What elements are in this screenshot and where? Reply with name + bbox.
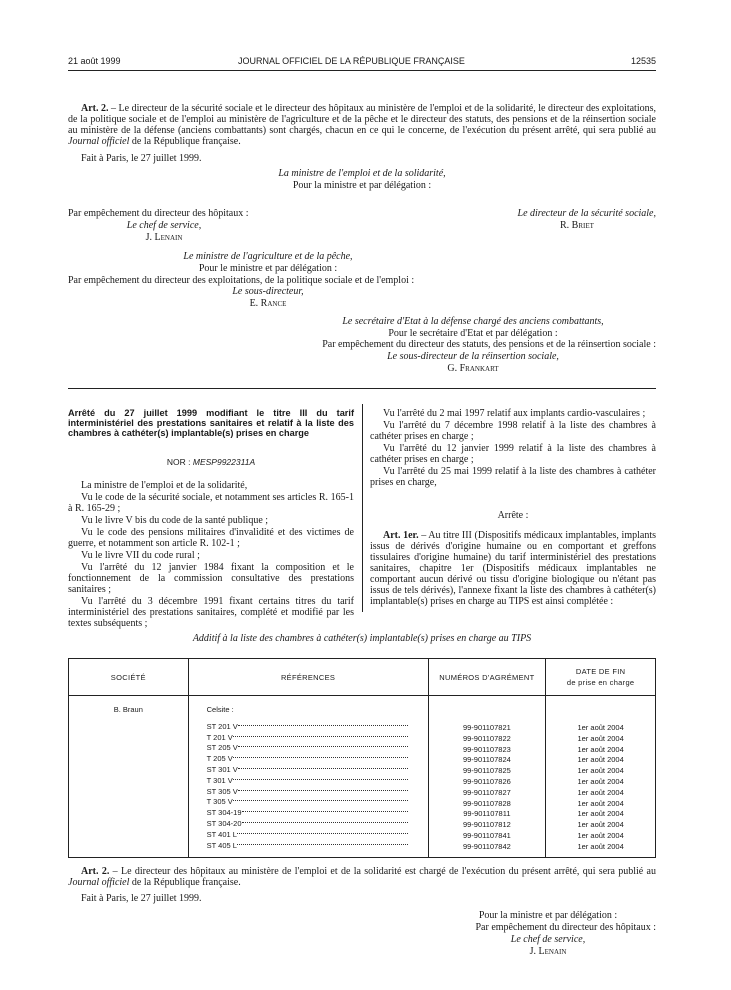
end-date: 1er août 2004: [577, 787, 624, 797]
top-signature-lenain: J. Lenain: [145, 232, 183, 243]
top-pour-le-ministre: Pour le ministre et par délégation :: [198, 263, 338, 274]
arrete-left-visas: [68, 480, 354, 630]
section-rule: [68, 388, 656, 389]
top-fait-a-paris: Fait à Paris, le 27 juillet 1999.: [81, 153, 202, 164]
chambres-table: [68, 658, 656, 858]
top-minister-title: La ministre de l'emploi et de la solidarité,: [278, 168, 446, 179]
top-signature-frankart: G. Frankart: [447, 363, 499, 374]
visa-paragraph: Vu l'arrêté du 2 mai 1997 relatif aux implants cardio-vasculaires ;: [383, 408, 646, 419]
top-sous-directeur-reinsertion: Le sous-directeur de la réinsertion sociale,: [387, 351, 559, 362]
top-sous-directeur: Le sous-directeur,: [232, 286, 304, 297]
visa-paragraph: Vu l'arrêté du 12 janvier 1984 fixant la composition et le fonctionnement de la commission consultative des prestations sanitaires ;: [68, 562, 354, 595]
numbers-cell: [428, 696, 546, 853]
arrete-word: Arrête :: [497, 510, 529, 521]
reference-item: ST 401 L: [207, 830, 428, 841]
article-1: Art. 1er. – Au titre III (Dispositifs médicaux implantables, implants issus de dérivés d'origine humaine ou en comportant et greffons tissulaires d'origine humaine) du tarif interministériel des prestations sanitaires, chapitre 1er (Dispositifs médicaux implantables ne comportant aucun dérivé ou tissu d'origine biologique ou n'étant pas issus de tels dérivés), l'annexe fixant la liste des chambres à cathéter(s) implantable(s) prises en charge au TIPS est ainsi complétée :: [370, 530, 656, 607]
visa-paragraph: Vu l'arrêté du 12 janvier 1999 relatif à la liste des chambres à cathéter prises en charge ;: [370, 443, 656, 465]
end-date: 1er août 2004: [577, 744, 624, 754]
top-empechement-statuts: Par empêchement du directeur des statuts, des pensions et de la réinsertion sociale :: [322, 339, 656, 350]
agreement-number: 99-901107823: [462, 744, 511, 754]
bottom-empechement-hopitaux: Par empêchement du directeur des hôpitaux :: [475, 922, 656, 933]
reference-item: ST 405 L: [207, 841, 428, 852]
table-caption: Additif à la liste des chambres à cathéter(s) implantable(s) prises en charge au TIPS: [192, 633, 532, 644]
reference-item: T 305 V: [207, 797, 428, 808]
agreement-number: 99-901107812: [462, 820, 511, 830]
visa-paragraph: Vu le livre VII du code rural ;: [81, 550, 200, 561]
col-header-date-fin: DATE DE FIN de prise en charge: [546, 659, 656, 696]
end-date: 1er août 2004: [577, 723, 624, 732]
column-divider: [362, 404, 363, 612]
reference-item: T 201 V: [207, 733, 428, 744]
arrete-right-visas: [370, 408, 656, 489]
col-header-societe: SOCIÉTÉ: [69, 659, 189, 696]
agreement-number: 99-901107822: [462, 733, 511, 743]
agreement-number: 99-901107841: [462, 830, 511, 840]
reference-item: ST 301 V: [207, 765, 428, 776]
reference-item: ST 304-20: [207, 819, 428, 830]
end-date: 1er août 2004: [577, 755, 624, 765]
dates-cell: [546, 696, 656, 853]
end-date: 1er août 2004: [577, 830, 624, 840]
bottom-fait-a-paris: Fait à Paris, le 27 juillet 1999.: [81, 893, 202, 904]
table-body-row: [69, 696, 656, 853]
bottom-pour-la-ministre: Pour la ministre et par délégation :: [478, 910, 618, 921]
end-date: 1er août 2004: [577, 766, 624, 776]
references-cell: [188, 696, 428, 853]
header-page-number: 12535: [630, 56, 656, 66]
top-signature-rance: E. Rance: [249, 298, 287, 309]
agreement-number: 99-901107824: [462, 755, 511, 765]
header-journal-title: JOURNAL OFFICIEL DE LA RÉPUBLIQUE FRANÇAISE: [238, 56, 465, 66]
header-rule: [68, 70, 656, 71]
header-date: 21 août 1999: [68, 56, 121, 66]
top-pour-secretaire: Pour le secrétaire d'Etat et par délégation :: [388, 328, 558, 339]
references-group-label: Celsite :: [206, 705, 234, 714]
page-header: [68, 56, 656, 68]
top-chef-de-service: Le chef de service,: [126, 220, 202, 231]
reference-item: ST 201 V: [207, 722, 428, 733]
reference-item: T 301 V: [207, 776, 428, 787]
reference-item: ST 205 V: [207, 743, 428, 754]
top-empechement-hopitaux: Par empêchement du directeur des hôpitaux :: [68, 208, 249, 219]
visa-paragraph: Vu l'arrêté du 25 mai 1999 relatif à la liste des chambres à cathéter prises en charge,: [370, 466, 656, 488]
visa-paragraph: La ministre de l'emploi et de la solidarité,: [81, 480, 248, 491]
top-article-2: Art. 2. – Le directeur de la sécurité sociale et le directeur des hôpitaux au ministère de l'emploi et de la solidarité, le directeur des exploitations, de la politique sociale et de l'emploi au ministère de l'agriculture et de la pêche et le directeur des statuts, des pensions et de la réinsertion sociale au ministère de la défense (anciens combattants) sont chargés, chacun en ce qui le concerne, de l'exécution du présent arrêté, qui sera publié au Journal officiel de la République française.: [68, 103, 656, 147]
agreement-number: 99-901107811: [463, 809, 511, 819]
col-header-references: RÉFÉRENCES: [188, 659, 428, 696]
agreement-number: 99-901107825: [462, 766, 511, 776]
col-header-numeros: NUMÉROS D'AGRÉMENT: [428, 659, 546, 696]
agreement-number: 99-901107821: [462, 723, 511, 732]
end-date: 1er août 2004: [577, 776, 624, 786]
visa-paragraph: Vu le code de la sécurité sociale, et notamment ses articles R. 165-1 à R. 165-29 ;: [68, 492, 354, 514]
visa-paragraph: Vu le livre V bis du code de la santé publique ;: [81, 515, 269, 526]
company-cell: B. Braun: [113, 705, 143, 714]
visa-paragraph: Vu l'arrêté du 3 décembre 1991 fixant certains titres du tarif interministériel des prestations sanitaires, complété et modifié par les textes subséquents ;: [68, 596, 354, 629]
bottom-chef-de-service: Le chef de service,: [510, 934, 586, 945]
top-directeur-securite-sociale: Le directeur de la sécurité sociale,: [517, 208, 656, 219]
end-date: 1er août 2004: [577, 820, 624, 830]
table-header-row: [69, 659, 656, 696]
bottom-signature-lenain: J. Lenain: [529, 946, 567, 957]
top-secretaire-etat: Le secrétaire d'Etat à la défense chargé des anciens combattants,: [342, 316, 604, 327]
bottom-article-2: Art. 2. – Le directeur des hôpitaux au ministère de l'emploi et de la solidarité est chargé de l'exécution du présent arrêté, qui sera publié au Journal officiel de la République française.: [68, 866, 656, 888]
end-date: 1er août 2004: [577, 809, 624, 819]
reference-item: ST 305 V: [207, 787, 428, 798]
agreement-number: 99-901107827: [462, 787, 511, 797]
top-ministre-agriculture: Le ministre de l'agriculture et de la pêche,: [183, 251, 353, 262]
agreement-number: 99-901107826: [462, 776, 511, 786]
arrete-nor: NOR : MESP9922311A: [166, 457, 256, 467]
top-signature-briet: R. Briet: [560, 220, 594, 231]
end-date: 1er août 2004: [577, 841, 624, 851]
reference-item: T 205 V: [207, 754, 428, 765]
end-date: 1er août 2004: [577, 733, 624, 743]
agreement-number: 99-901107828: [462, 798, 511, 808]
reference-item: ST 304-19: [207, 808, 428, 819]
visa-paragraph: Vu le code des pensions militaires d'invalidité et des victimes de guerre, et notamment son article R. 102-1 ;: [68, 527, 354, 549]
top-pour-la-ministre: Pour la ministre et par délégation :: [292, 180, 432, 191]
end-date: 1er août 2004: [577, 798, 624, 808]
visa-paragraph: Vu l'arrêté du 7 décembre 1998 relatif à la liste des chambres à cathéter prises en charge ;: [370, 420, 656, 442]
top-empechement-exploitations: Par empêchement du directeur des exploitations, de la politique sociale et de l'emploi :: [68, 275, 415, 286]
agreement-number: 99-901107842: [462, 841, 511, 851]
arrete-title: Arrêté du 27 juillet 1999 modifiant le titre III du tarif interministériel des prestations sanitaires et relatif à la liste des chambres à cathéter(s) implantable(s) prises en charge: [68, 408, 354, 438]
